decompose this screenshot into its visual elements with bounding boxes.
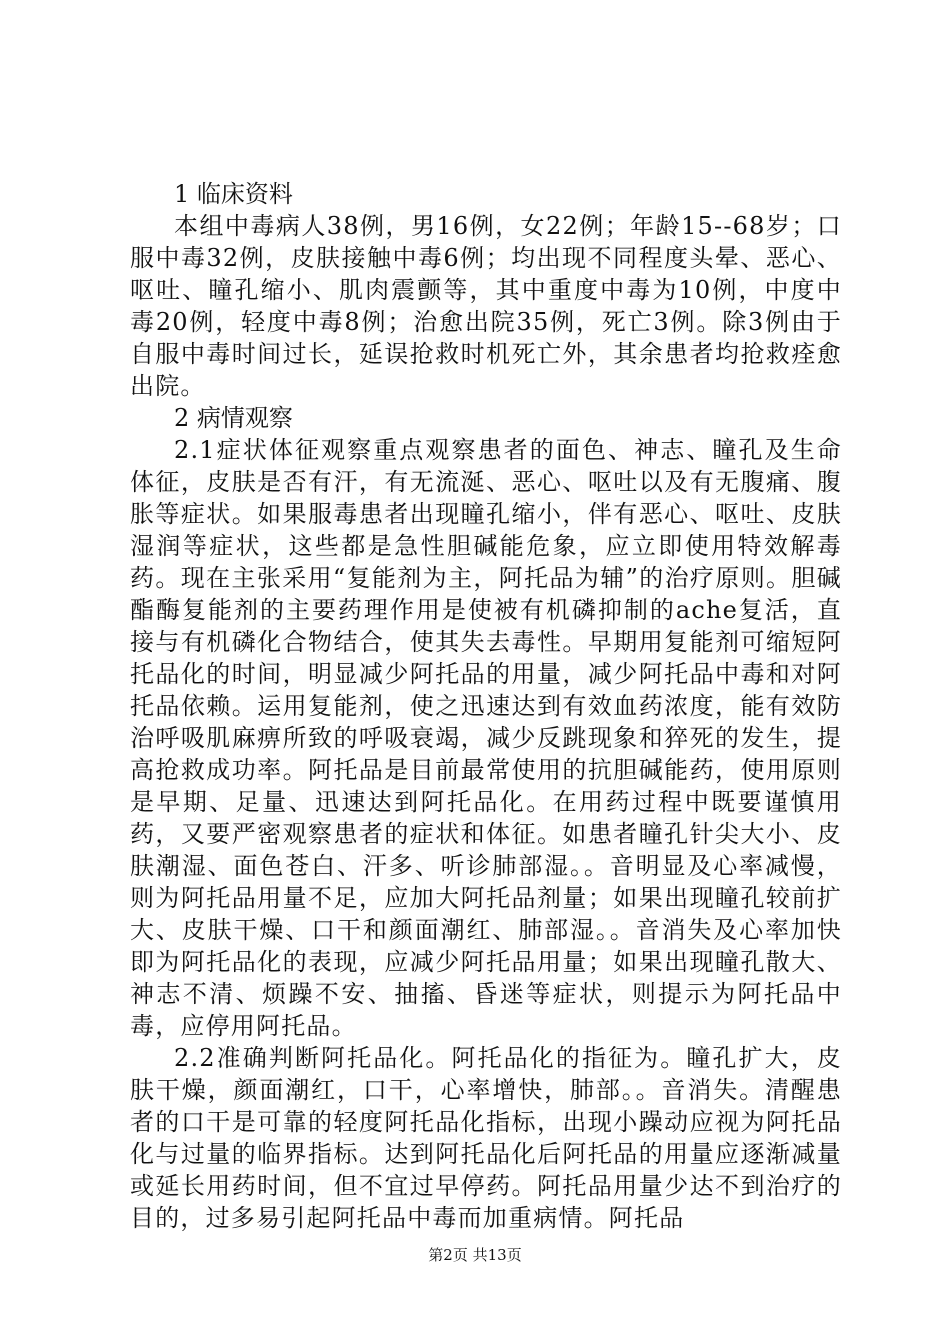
paragraph-atropinization: 2.2准确判断阿托品化。阿托品化的指征为。瞳孔扩大，皮肤干燥，颜面潮红，口干，心率增快，肺部。。音消失。清醒患者的口干是可靠的轻度阿托品化指标，出现小躁动应视为阿托品化与过量的临界指标。达到阿托品化后阿托品的用量应逐渐减量或延长用药时间，但不宜过早停药。阿托品用量少达不到治疗的目的，过多易引起阿托品中毒而加重病情。阿托品	[130, 1044, 842, 1232]
section-heading-clinical-data: 1 临床资料	[174, 180, 293, 208]
document-body	[130, 178, 842, 1234]
section-heading-observation: 2 病情观察	[174, 404, 293, 432]
paragraph-symptom-observation: 2.1症状体征观察重点观察患者的面色、神志、瞳孔及生命体征，皮肤是否有汗，有无流涎、恶心、呕吐以及有无腹痛、腹胀等症状。如果服毒患者出现瞳孔缩小，伴有恶心、呕吐、皮肤湿润等症状，这些都是急性胆碱能危象，应立即使用特效解毒药。现在主张采用“复能剂为主，阿托品为辅”的治疗原则。胆碱酯酶复能剂的主要药理作用是使被有机磷抑制的ache复活，直接与有机磷化合物结合，使其失去毒性。早期用复能剂可缩短阿托品化的时间，明显减少阿托品的用量，减少阿托品中毒和对阿托品依赖。运用复能剂，使之迅速达到有效血药浓度，能有效防治呼吸肌麻痹所致的呼吸衰竭，减少反跳现象和猝死的发生，提高抢救成功率。阿托品是目前最常使用的抗胆碱能药，使用原则是早期、足量、迅速达到阿托品化。在用药过程中既要谨慎用药，又要严密观察患者的症状和体征。如患者瞳孔针尖大小、皮肤潮湿、面色苍白、汗多、听诊肺部湿。。音明显及心率减慢，则为阿托品用量不足，应加大阿托品剂量；如果出现瞳孔较前扩大、皮肤干燥、口干和颜面潮红、肺部湿。。音消失及心率加快即为阿托品化的表现，应减少阿托品用量；如果出现瞳孔散大、神志不清、烦躁不安、抽搐、昏迷等症状，则提示为阿托品中毒，应停用阿托品。	[130, 436, 842, 1040]
paragraph-clinical-data: 本组中毒病人38例，男16例，女22例；年龄15--68岁；口服中毒32例，皮肤接触中毒6例；均出现不同程度头晕、恶心、呕吐、瞳孔缩小、肌肉震颤等，其中重度中毒为10例，中度中毒20例，轻度中毒8例；治愈出院35例，死亡3例。除3例由于自服中毒时间过长，延误抢救时机死亡外，其余患者均抢救痊愈出院。	[130, 212, 842, 400]
page-number-footer: 第2页 共13页	[428, 1246, 522, 1264]
